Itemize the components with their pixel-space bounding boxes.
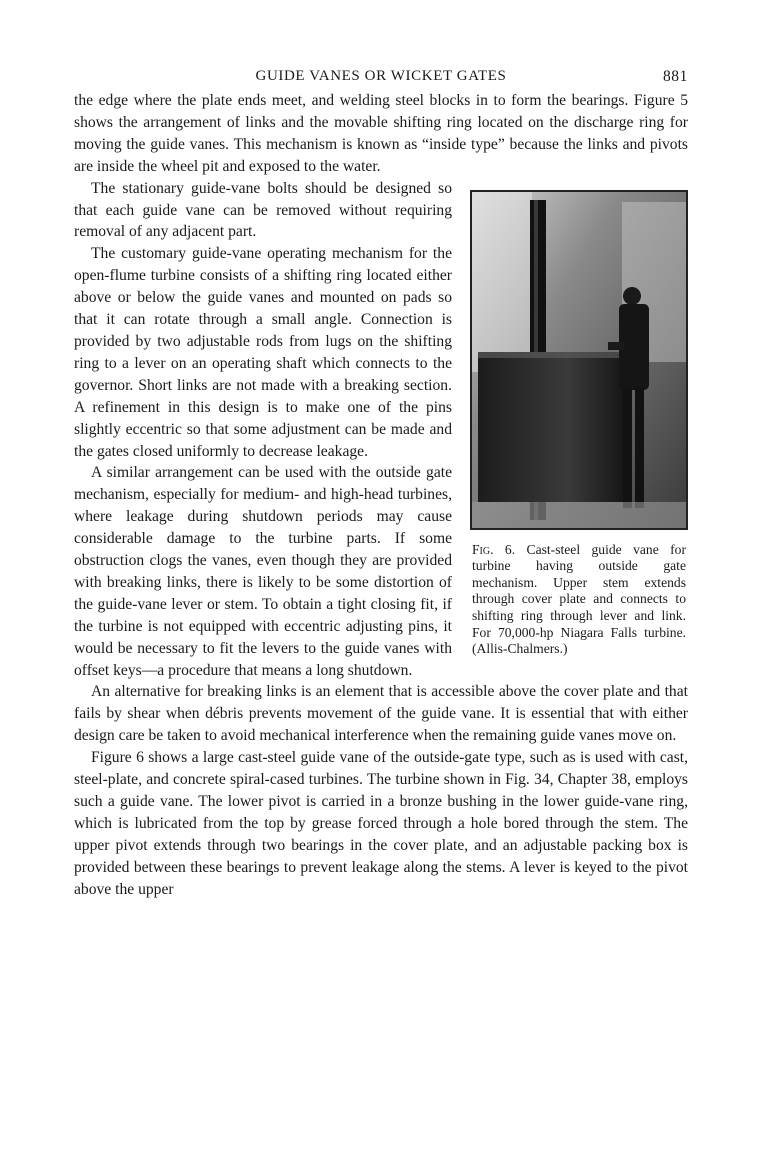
- running-title: GUIDE VANES OR WICKET GATES: [255, 68, 507, 84]
- page: [74, 66, 688, 901]
- paragraph-3: The customary guide-vane operating mechanism for the open-flume turbine consists of a shifting ring located either above or below the guide vanes and mounted on pads so that it can rotate through a small angle. Connection is provided by two adjustable rods from lugs on the shifting ring to a lever on an operating shaft which connects to the governor. Short links are not made with a breaking section. A refinement in this design is to make one of the pins slightly eccentric so that some adjustment can be made and the gates closed uniformly to decrease leakage.: [74, 245, 452, 460]
- paragraph-5: An alternative for breaking links is an element that is accessible above the cover plate and that fails by shear when débris prevents movement of the guide vane. It is essential that with either design care be taken to avoid mechanical interference when the remaining guide vanes move on.: [74, 683, 688, 745]
- figure-label: Fig. 6.: [472, 541, 516, 557]
- figure-caption: [470, 542, 688, 658]
- paragraph-6: Figure 6 shows a large cast-steel guide vane of the outside-gate type, such as is used with cast, steel-plate, and concrete spiral-cased turbines. The turbine shown in Fig. 34, Chapter 38, employs such a guide vane. The lower pivot is carried in a bronze bushing in the lower guide-vane ring, which is lubricated from the top by grease forced through a hole bored through the stem. The upper pivot extends through two bearings in the cover plate, and an adjustable packing box is provided between these bearings to prevent leakage along the stems. A lever is keyed to the pivot above the upper: [74, 749, 688, 898]
- page-number: 881: [662, 68, 688, 85]
- text-with-figure: [74, 178, 688, 682]
- figure-caption-text: Cast-steel guide vane for turbine having outside gate mechanism. Upper stem extends through cover plate and connects to shifting ring through lever and link. For 70,000-hp Niagara Falls turbine. (Allis-Chalmers.): [472, 541, 687, 657]
- guide-vane-photo: [470, 190, 688, 530]
- paragraph-1: the edge where the plate ends meet, and welding steel blocks in to form the bearings. Figure 5 shows the arrangement of links and the movable shifting ring located on the discharge ring for moving the guide vanes. This mechanism is known as “inside type” because the links and pivots are inside the wheel pit and exposed to the water.: [74, 92, 688, 175]
- running-header: [74, 66, 688, 90]
- paragraph-2: The stationary guide-vane bolts should be designed so that each guide vane can be removed without requiring removal of any adjacent part.: [74, 179, 452, 241]
- figure-6: [470, 190, 688, 658]
- paragraph-4: A similar arrangement can be used with the outside gate mechanism, especially for medium- and high-head turbines, where leakage during shutdown periods may cause considerable damage to the turbine parts. If some obstruction clogs the vanes, even though they are provided with breaking links, there is likely to be some distortion of the guide-vane lever or stem. To obtain a tight closing fit, if the turbine is not equipped with eccentric adjusting pins, it would be necessary to fit the levers to the guide vanes with offset keys—a procedure that means a long shutdown.: [74, 464, 452, 679]
